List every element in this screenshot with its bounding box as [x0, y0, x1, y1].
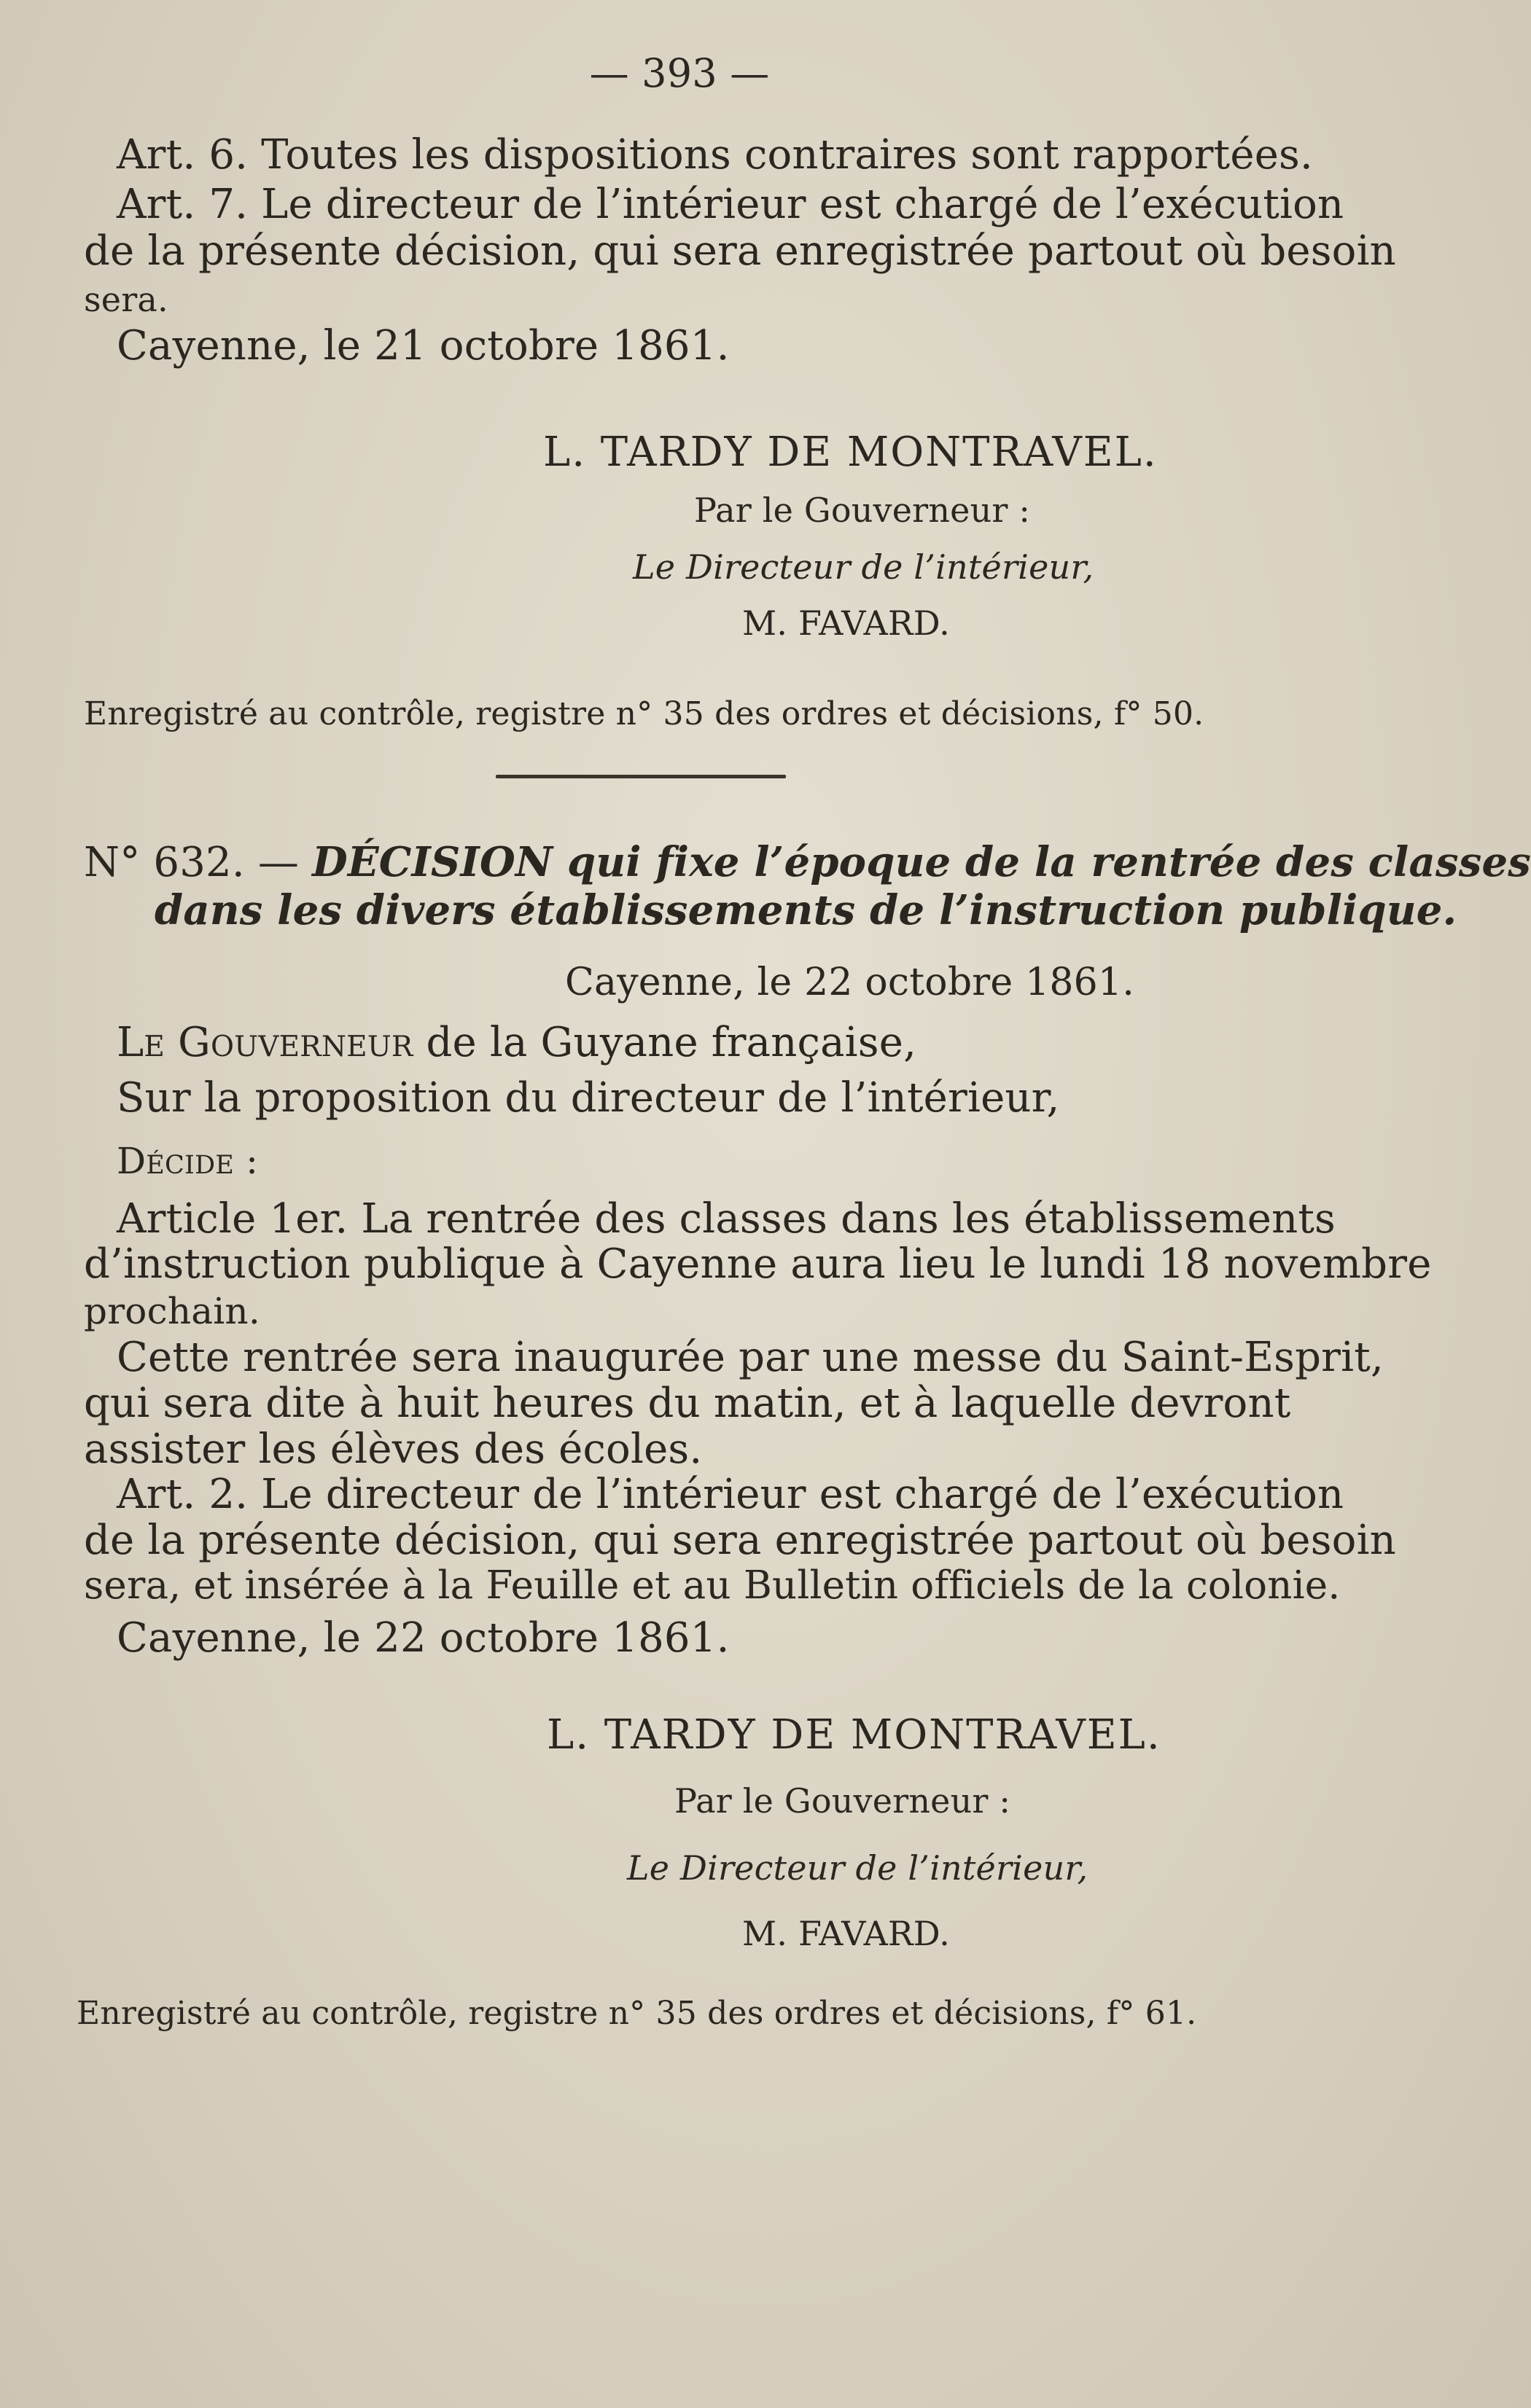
article-1-line-1: Article 1er. La rentrée des classes dans les établissements [117, 1195, 1336, 1243]
director-name: M. FAVARD. [742, 603, 951, 643]
article-1-line-3: prochain. [84, 1290, 260, 1332]
paragraph-2-line-1: Cette rentrée sera inaugurée par une messe du Saint-Esprit, [117, 1334, 1384, 1381]
signature: L. TARDY DE MONTRAVEL. [543, 429, 1158, 476]
page-number: — 393 — [589, 50, 770, 96]
article-2-line-3: sera, et insérée à la Feuille et au Bulletin officiels de la colonie. [84, 1563, 1341, 1608]
decision-heading-line-1 [84, 838, 1531, 887]
paragraph-2-line-2: qui sera dite à huit heures du matin, et à laquelle devront [84, 1380, 1291, 1427]
decision-heading-line-2: dans les divers établissements de l’instruction publique. [155, 886, 1457, 934]
decide-label: Décide : [117, 1140, 259, 1182]
article-2-line-2: de la présente décision, qui sera enregistrée partout où besoin [84, 1517, 1396, 1564]
closing-date-2: Cayenne, le 22 octobre 1861. [117, 1614, 730, 1662]
section-divider [496, 775, 786, 778]
decision-title: DÉCISION qui fixe l’époque de la rentrée des classes [312, 838, 1531, 886]
closing-date: Cayenne, le 21 octobre 1861. [117, 322, 730, 370]
decision-number: N° 632. — [84, 839, 313, 886]
directeur-title-2: Le Directeur de l’intérieur, [627, 1848, 1088, 1888]
article-7-line-3: sera. [84, 280, 168, 319]
gouverneur-line [117, 1019, 916, 1067]
article-6: Art. 6. Toutes les dispositions contraires sont rapportées. [117, 131, 1313, 179]
gouverneur-rest: de la Guyane française, [413, 1019, 917, 1066]
gouverneur-label: Le Gouverneur [117, 1019, 413, 1066]
article-7-line-2: de la présente décision, qui sera enregistrée partout où besoin [84, 227, 1396, 275]
article-2-line-1: Art. 2. Le directeur de l’intérieur est chargé de l’exécution [117, 1471, 1344, 1518]
directeur-title: Le Directeur de l’intérieur, [633, 547, 1094, 587]
par-le-gouverneur-2: Par le Gouverneur : [674, 1781, 1011, 1821]
dateline: Cayenne, le 22 octobre 1861. [565, 961, 1134, 1004]
article-1-line-2: d’instruction publique à Cayenne aura lieu le lundi 18 novembre [84, 1240, 1432, 1288]
par-le-gouverneur: Par le Gouverneur : [694, 490, 1031, 530]
paragraph-2-line-3: assister les élèves des écoles. [84, 1426, 703, 1473]
article-7-line-1: Art. 7. Le directeur de l’intérieur est chargé de l’exécution [117, 181, 1344, 228]
proposition-line: Sur la proposition du directeur de l’intérieur, [117, 1074, 1060, 1122]
director-name-2: M. FAVARD. [742, 1914, 951, 1953]
registration-note-2: Enregistré au contrôle, registre n° 35 des ordres et décisions, f° 61. [77, 1995, 1197, 2032]
registration-note: Enregistré au contrôle, registre n° 35 des ordres et décisions, f° 50. [84, 695, 1204, 732]
signature-2: L. TARDY DE MONTRAVEL. [547, 1711, 1161, 1759]
